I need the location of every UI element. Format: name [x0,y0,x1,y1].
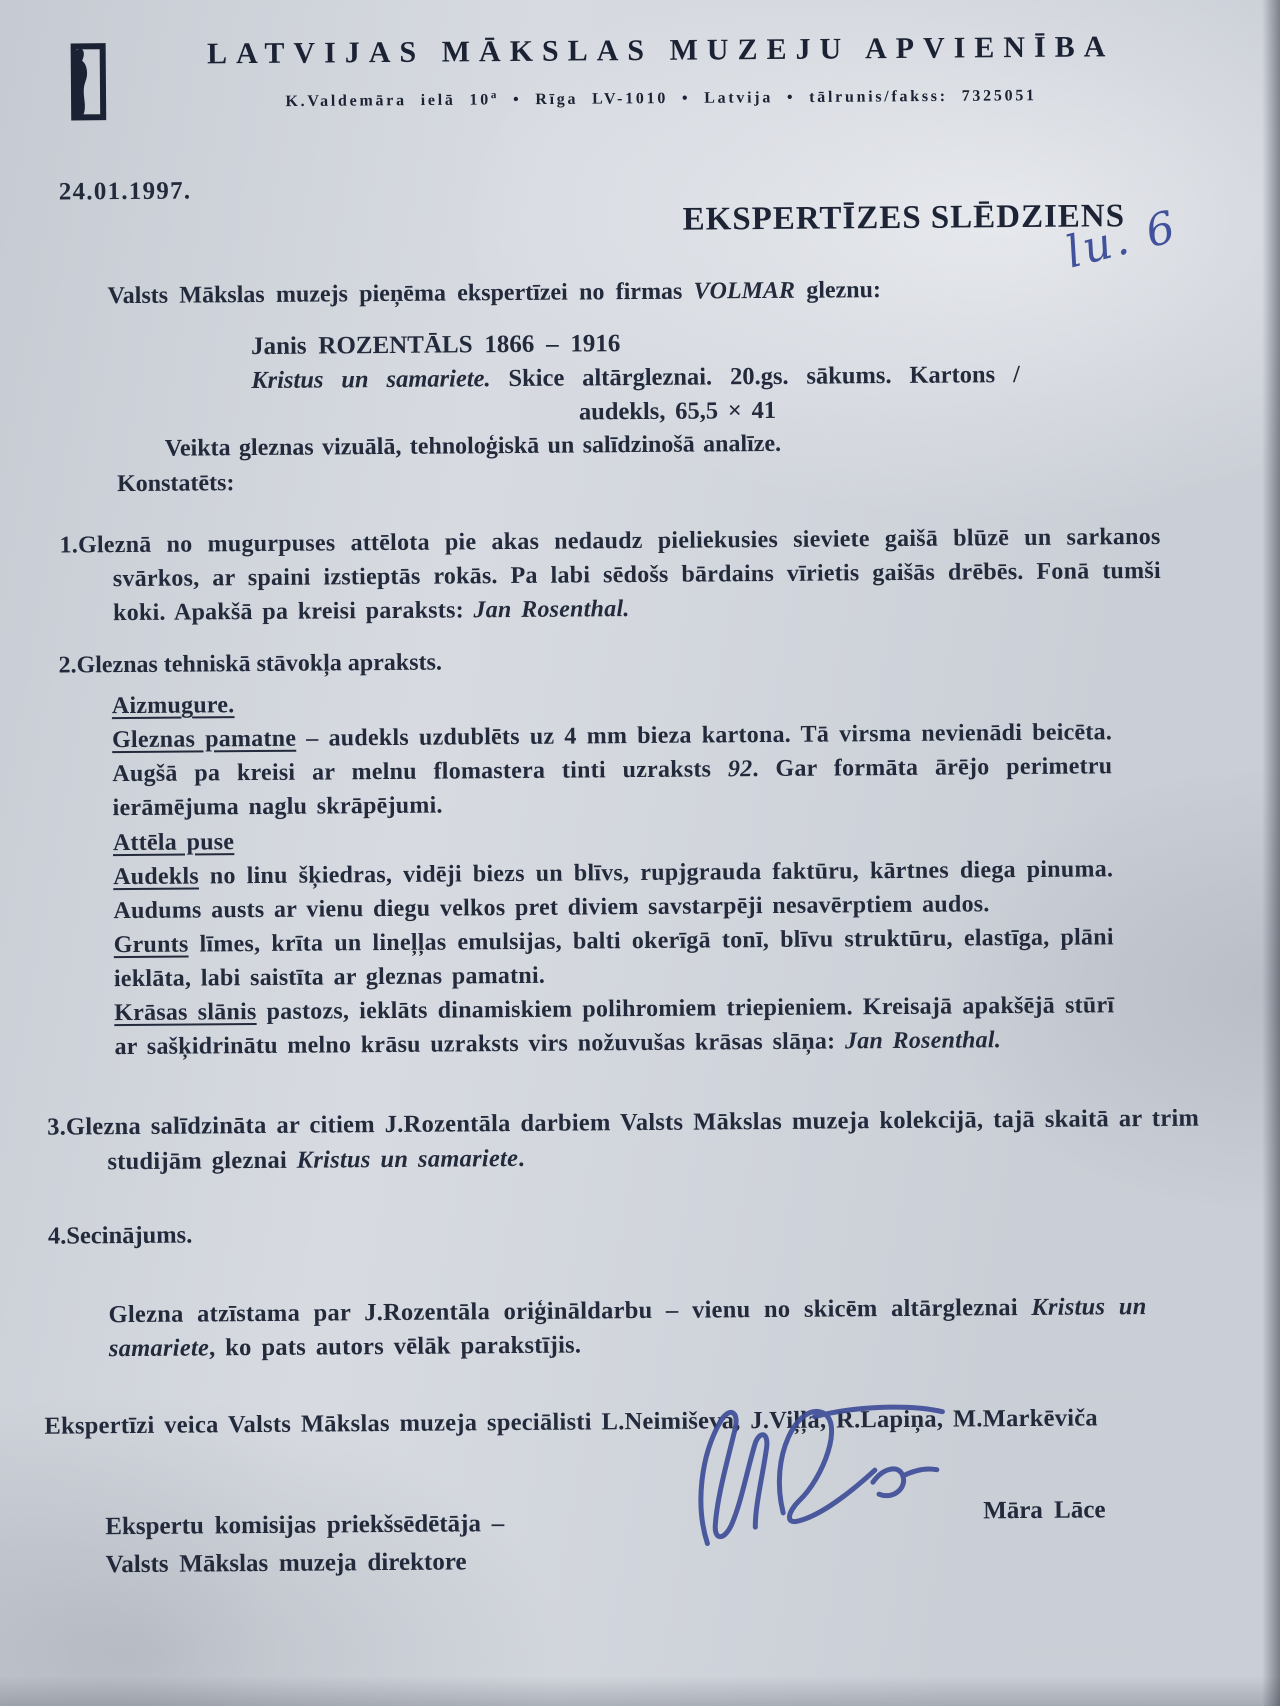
document-date: 24.01.1997. [58,177,192,206]
section-2-heading: 2.Gleznas tehniskā stāvokļa apraksts. [58,649,442,679]
image-side-label-text: Attēla puse [112,828,235,856]
findings-label: Konstatēts: [116,470,235,498]
letterhead [0,0,1274,125]
finding-3-title-italic: Kristus un samariete [296,1144,519,1174]
finding-3-text-after: . [518,1144,525,1172]
organization-address [118,84,1204,113]
finding-1-text: 1.Gleznā no mugurpuses attēlota pie akas nedaudz pieliekusies sieviete gaišā blūzē un sarkanos svārkos, ar spaini izstieptās rokās. Pa labi sēdošs bārdains vīrietis gaišās drēbēs. Fonā tumši koki. Apakšā pa kreisi paraksts: [59,523,1161,627]
ground-paragraph [114,920,1115,996]
address-superscript: a [490,89,500,102]
paint-layer-text: pastozs, ieklāts dinamiskiem polihromiem triepieniem. Kreisajā apakšējā stūrī ar sašķidrinātu melno krāsu uzraksts virs nožuvušas krāsas slāņa: [114,992,1115,1061]
canvas-label: Audekls [113,863,199,890]
ground-label: Grunts [113,931,189,958]
handwritten-number-note: lu. 6 [1060,200,1184,279]
experts-line: Ekspertīzi veica Valsts Mākslas muzeja speciālisti L.Neimiševa, J.Viļļa, R.Lapiņa, M.Markēviča [44,1404,1098,1440]
conclusion-paragraph [108,1290,1147,1368]
artwork-description-block [251,326,1104,429]
back-side-label-text: Aizmugure. [111,692,235,720]
finding-1-paragraph [59,520,1161,631]
finding-3-paragraph [47,1102,1200,1181]
signature-block [5,1496,1280,1706]
finding-3-text: 3.Glezna salīdzināta ar citiem J.Rozentāla darbiem Valsts Mākslas muzeja kolekcijā, tajā skaitā ar trim studijām gleznai [47,1104,1200,1176]
conclusion-title-italic: Kristus un samariete [108,1292,1147,1363]
firm-name: VOLMAR [693,277,796,305]
canvas-paragraph [113,852,1114,928]
intro-text-after: gleznu: [794,277,882,304]
support-label: Gleznas pamatne [111,726,297,754]
canvas-text: no linu šķiedras, vidēji biezs un blīvs, rupjgrauda faktūru, kārtnes diega pinuma. Audums austs ar vienu diegu velkos pret diviem savstarpēji nesavērptiem audos. [113,855,1114,924]
address-rest: • Rīga LV-1010 • Latvija • tālrunis/fakss: 7325051 [499,87,1037,109]
signatory-name: Māra Lāce [983,1496,1106,1525]
address-street: K.Valdemāra ielā 10 [285,91,491,111]
conclusion-text: Glezna atzīstama par J.Rozentāla oriģināldarbu – vienu no skicēm altārgleznai [108,1293,1032,1328]
support-text-b: . Gar formāta ārējo perimetru ierāmējuma naglu skrāpējumi. [112,753,1113,822]
ground-text: līmes, krīta un lineļļas emulsijas, balti okerīgā tonī, blīvu struktūru, elastīga, plāni ieklāta, labi saistīta ar gleznas pamatni. [113,924,1114,992]
role-line-2: Valsts Mākslas muzeja direktore [105,1547,467,1578]
painter-signature-text-2: Jan Rosenthal. [844,1027,1002,1055]
document-title: EKSPERTĪZES SLĒDZIENS [682,198,1126,238]
artwork-title-rest: Skice altārgleznai. 20.gs. sākums. Kartons / [490,361,1020,393]
artwork-title-italic: Kristus un samariete. [251,365,491,395]
artwork-title-line [251,360,1103,395]
support-paragraph [112,716,1113,826]
role-line-1: Ekspertu komisijas priekšsēdētāja – [105,1510,505,1541]
paint-layer-label: Krāsas slānis [114,998,257,1027]
section-2-body [112,682,1115,1065]
artwork-size-line: audekls, 65,5 × 41 [578,396,777,426]
paint-layer-paragraph [114,988,1115,1064]
intro-line [108,274,1276,310]
conclusion-text-after: , ko pats autors vēlāk parakstījis. [208,1331,582,1362]
organization-name: LATVIJAS MĀKSLAS MUZEJU APVIENĪBA [206,30,1115,71]
analysis-line: Veikta gleznas vizuālā, tehnoloģiskā un salīdzinošā analīze. [164,430,782,462]
painter-signature-text: Jan Rosenthal. [473,596,630,624]
letterhead-text [108,30,1205,113]
artist-line: Janis ROZENTĀLS 1866 – 1916 [250,330,621,361]
handwritten-signature-scribble [664,1383,965,1565]
conclusion-heading: 4.Secinājums. [47,1221,193,1250]
support-text-a: – audekls uzdublēts uz 4 mm bieza kartona. Tā virsma nevienādi beicēta. Augšā pa kreisi ar melnu flomastera tinti uzraksts [112,719,1113,788]
figure-in-doorframe-logo-icon [64,42,109,124]
marker-number: 92 [727,756,753,783]
intro-text: Valsts Mākslas muzejs pieņēma ekspertīzei no firmas [107,278,694,310]
